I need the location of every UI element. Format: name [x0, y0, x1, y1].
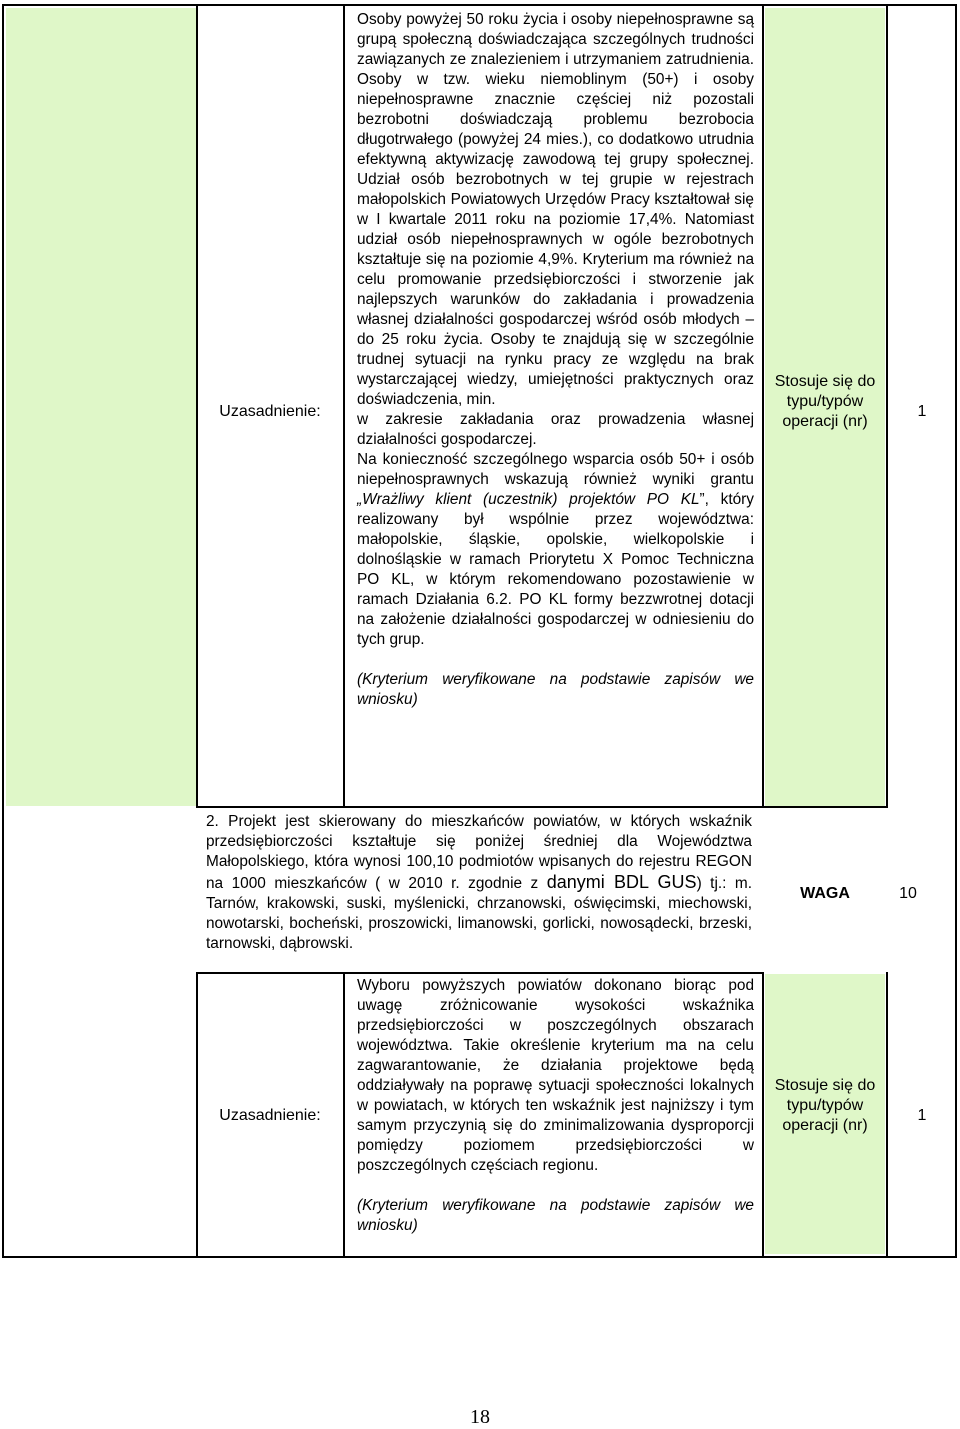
verification-note: (Kryterium weryfikowane na podstawie zapisów we wniosku)	[357, 671, 754, 708]
grid-line	[762, 972, 764, 1256]
grid-line	[196, 972, 762, 974]
grid-line	[762, 6, 764, 808]
justification-label: Uzasadnienie:	[219, 403, 321, 420]
justification-paragraph: w zakresie zakładania oraz prowadzenia własnej działalności gospodarczej.	[357, 411, 754, 448]
page-number: 18	[470, 1406, 490, 1428]
operation-type-number: 1	[917, 403, 927, 420]
justification-label: Uzasadnienie:	[219, 1107, 321, 1124]
text-run: ) tj.: m. Tarnów, krakowski, suski, myślenicki, chrzanowski, oświęcimski, miechowski, nowotarski, bocheński, proszowicki, limanowski, gorlicki, nowosądecki, brzeski, tarnowski, dąbrowski.	[206, 875, 753, 952]
data-source: danymi BDL GUS	[546, 872, 697, 892]
justification-text	[357, 10, 754, 710]
grid-line	[196, 806, 886, 808]
grant-title: „Wrażliwy klient (uczestnik) projektów PO KL	[357, 491, 700, 508]
criterion-2-text	[206, 812, 752, 954]
weight-label: WAGA	[800, 885, 850, 902]
verification-note: (Kryterium weryfikowane na podstawie zapisów we wniosku)	[357, 1197, 754, 1234]
applies-to-operations: Stosuje się do typu/typów operacji (nr)	[774, 1077, 876, 1134]
text-run: 2. Projekt jest skierowany do mieszkańców powiatów, w których wskaźnik przedsiębiorczości kształtuje się poniżej średniej dla Województwa Małopolskiego, która wynosi 100,10 podmiotów wpisanych do rejestru REGON na 1000 mieszkańców ( w 2010 r. zgodnie z	[206, 813, 752, 892]
text-run: Na konieczność szczególnego wsparcia osób 50+ i osób niepełnosprawnych wskazują również wyniki grantu	[357, 451, 754, 488]
grid-line	[343, 6, 345, 808]
weight-value: 10	[899, 885, 917, 902]
text-run: ”, który realizowany był wspólnie przez województwa: małopolskie, śląskie, opolskie, wielkopolskie i dolnośląskie w ramach Priorytetu X Pomoc Techniczna PO KL, w którym rekomendowano pozostawienie w ramach Działania 6.2. PO KL formy bezzwrotnej dotacji na założenie działalności gospodarczej w odniesieniu do tych grup.	[357, 491, 755, 648]
justification-text	[357, 976, 754, 1236]
grid-line	[343, 972, 345, 1256]
justification-paragraph: Wyboru powyższych powiatów dokonano biorąc pod uwagę zróżnicowanie wysokości wskaźnika przedsiębiorczości w poszczególnych obszarach województwa. Takie określenie kryterium ma na celu zagwarantowanie, że działania projektowe będą oddziaływały na poprawę sytuacji społeczności lokalnych w powiatach, w których ten wskaźnik jest najniższy i tym samym przyczynią się do zminimalizowania dysproporcji pomiędzy poziomem przedsiębiorczości w poszczególnych częściach regionu.	[357, 977, 754, 1174]
criterion-2-paragraph	[206, 812, 752, 954]
justification-paragraph	[357, 450, 754, 650]
justification-paragraph: Osoby powyżej 50 roku życia i osoby niepełnosprawne są grupą społeczną doświadczająca szczególnych trudności zawiązanych ze znalezieniem i utrzymaniem zatrudnienia. Osoby w tzw. wieku niemoblinym (50+) i osoby niepełnosprawne znacznie częściej niż pozostali bezrobotni doświadczają problemu bezrobocia długotrwałego (powyżej 24 mies.), co dodatkowo utrudnia efektywną aktywizację zawodową tej grupy społecznej. Udział osób bezrobotnych w tej grupie w rejestrach małopolskich Powiatowych Urzędów Pracy kształtował się w I kwartale 2011 roku na poziomie 17,4%. Natomiast udział osób niepełnosprawnych w ogóle bezrobotnych kształtuje się na poziomie 4,9%. Kryterium ma również na celu promowanie przedsiębiorczości i stworzenie jak najlepszych warunków do zakładania i prowadzenia własnej działalności gospodarczej wśród osób młodych – do 25 roku życia. Osoby te znajdują się w szczególnie trudnej sytuacji na rynku pracy ze względu na brak wystarczającej wiedzy, umiejętności praktycznych oraz doświadczenia, min.	[357, 11, 754, 408]
operation-type-number: 1	[917, 1107, 927, 1124]
applies-to-operations: Stosuje się do typu/typów operacji (nr)	[774, 373, 876, 430]
